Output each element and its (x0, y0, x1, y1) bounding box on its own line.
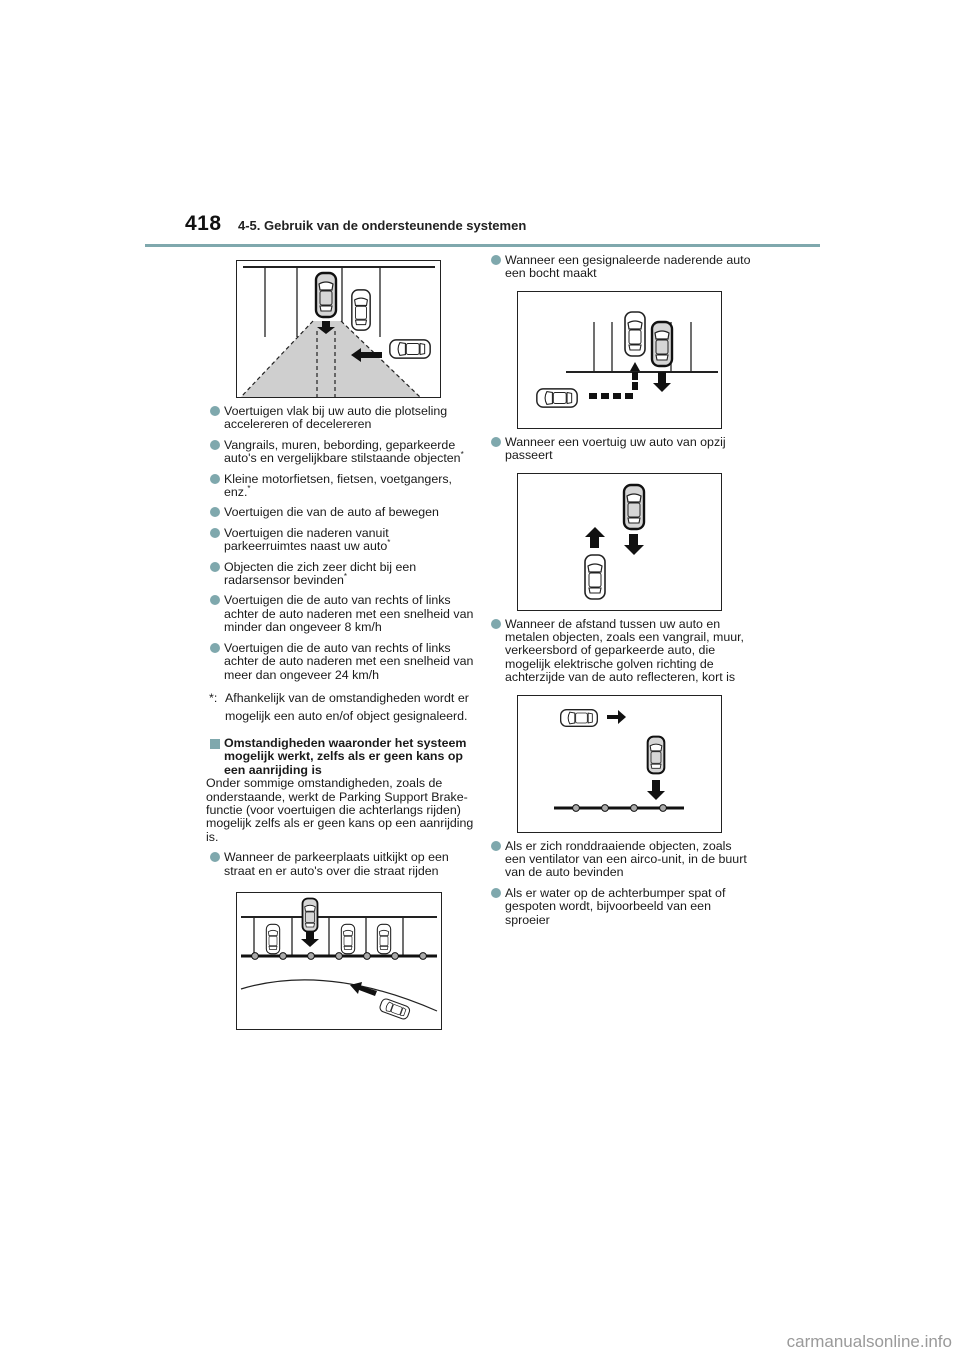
section-title: 4-5. Gebruik van de ondersteunende systemen (238, 218, 527, 233)
square-bullet-icon (210, 739, 220, 749)
list-item: Voertuigen die de auto van rechts of links achter de auto naderen met een snelheid van meer dan ongeveer 24 km/h (209, 642, 474, 682)
list-item: Als er zich ronddraaiende objecten, zoals een ventilator van een airco-unit, in de buurt van de auto bevinden (490, 840, 755, 880)
bullet-icon (210, 440, 220, 450)
bullet-icon (210, 595, 220, 605)
bullet-icon (210, 474, 220, 484)
paragraph: Onder sommige omstandigheden, zoals de onderstaande, werkt de Parking Support Brake-functie (voor voertuigen die achterlangs rijden) mogelijk zelfs als er geen kans op een aanrijding is. (206, 776, 474, 844)
bullet-icon (210, 643, 220, 653)
list-item: Als er water op de achterbumper spat of gespoten wordt, bijvoorbeeld van een sproeier (490, 887, 755, 927)
figure-rear-sensor-zones (236, 260, 441, 398)
figure-metal-object-nearby (517, 695, 722, 833)
subheading: Omstandigheden waaronder het systeem mogelijk werkt, zelfs als er geen kans op een aanrijding is (209, 737, 474, 777)
bullet-icon (210, 852, 220, 862)
page-header (140, 212, 820, 248)
list-item: Kleine motorfietsen, fietsen, voetgangers, enz.* (209, 473, 474, 500)
list-item: Wanneer een voertuig uw auto van opzij passeert (490, 436, 755, 463)
list-item: Voertuigen vlak bij uw auto die plotseling accelereren of decelereren (209, 405, 474, 432)
bullet-icon (210, 406, 220, 416)
figure-parking-facing-street (236, 892, 442, 1030)
figure-car-turning (517, 291, 722, 429)
bullet-icon (210, 507, 220, 517)
header-divider (145, 244, 820, 247)
figure-side-passing (517, 473, 722, 611)
left-column (206, 260, 474, 1030)
page-number: 418 (185, 212, 222, 235)
bullet-icon (210, 562, 220, 572)
bullet-icon (210, 528, 220, 538)
bullet-icon (491, 619, 501, 629)
bullet-icon (491, 888, 501, 898)
bullet-icon (491, 437, 501, 447)
limitation-list (209, 405, 474, 682)
bullet-icon (491, 255, 501, 265)
list-item: Voertuigen die de auto van rechts of links achter de auto naderen met een snelheid van minder dan ongeveer 8 km/h (209, 594, 474, 634)
list-item: Objecten die zich zeer dicht bij een radarsensor bevinden* (209, 561, 474, 588)
list-item: Wanneer de parkeerplaats uitkijkt op een straat en er auto's over die straat rijden (209, 851, 474, 878)
right-column (490, 254, 755, 934)
footnote-mark: *: (209, 690, 218, 705)
watermark: carmanualsonline.info (786, 1332, 952, 1351)
list-item: Wanneer een gesignaleerde naderende auto een bocht maakt (490, 254, 755, 281)
list-item: Wanneer de afstand tussen uw auto en metalen objecten, zoals een vangrail, muur, verkeersbord of geparkeerde auto, die mogelijk elektrische golven richting de achterzijde van de auto reflecteren, kort is (490, 618, 755, 685)
list-item: Vangrails, muren, bebording, geparkeerde auto's en vergelijkbare stilstaande objecten* (209, 439, 474, 466)
list-item: Voertuigen die naderen vanuit parkeerruimtes naast uw auto* (209, 527, 474, 554)
footnote: *: Afhankelijk van de omstandigheden wordt er mogelijk een auto en/of object gesignaleerd. (209, 690, 469, 723)
bullet-icon (491, 841, 501, 851)
list-item: Voertuigen die van de auto af bewegen (209, 506, 474, 519)
